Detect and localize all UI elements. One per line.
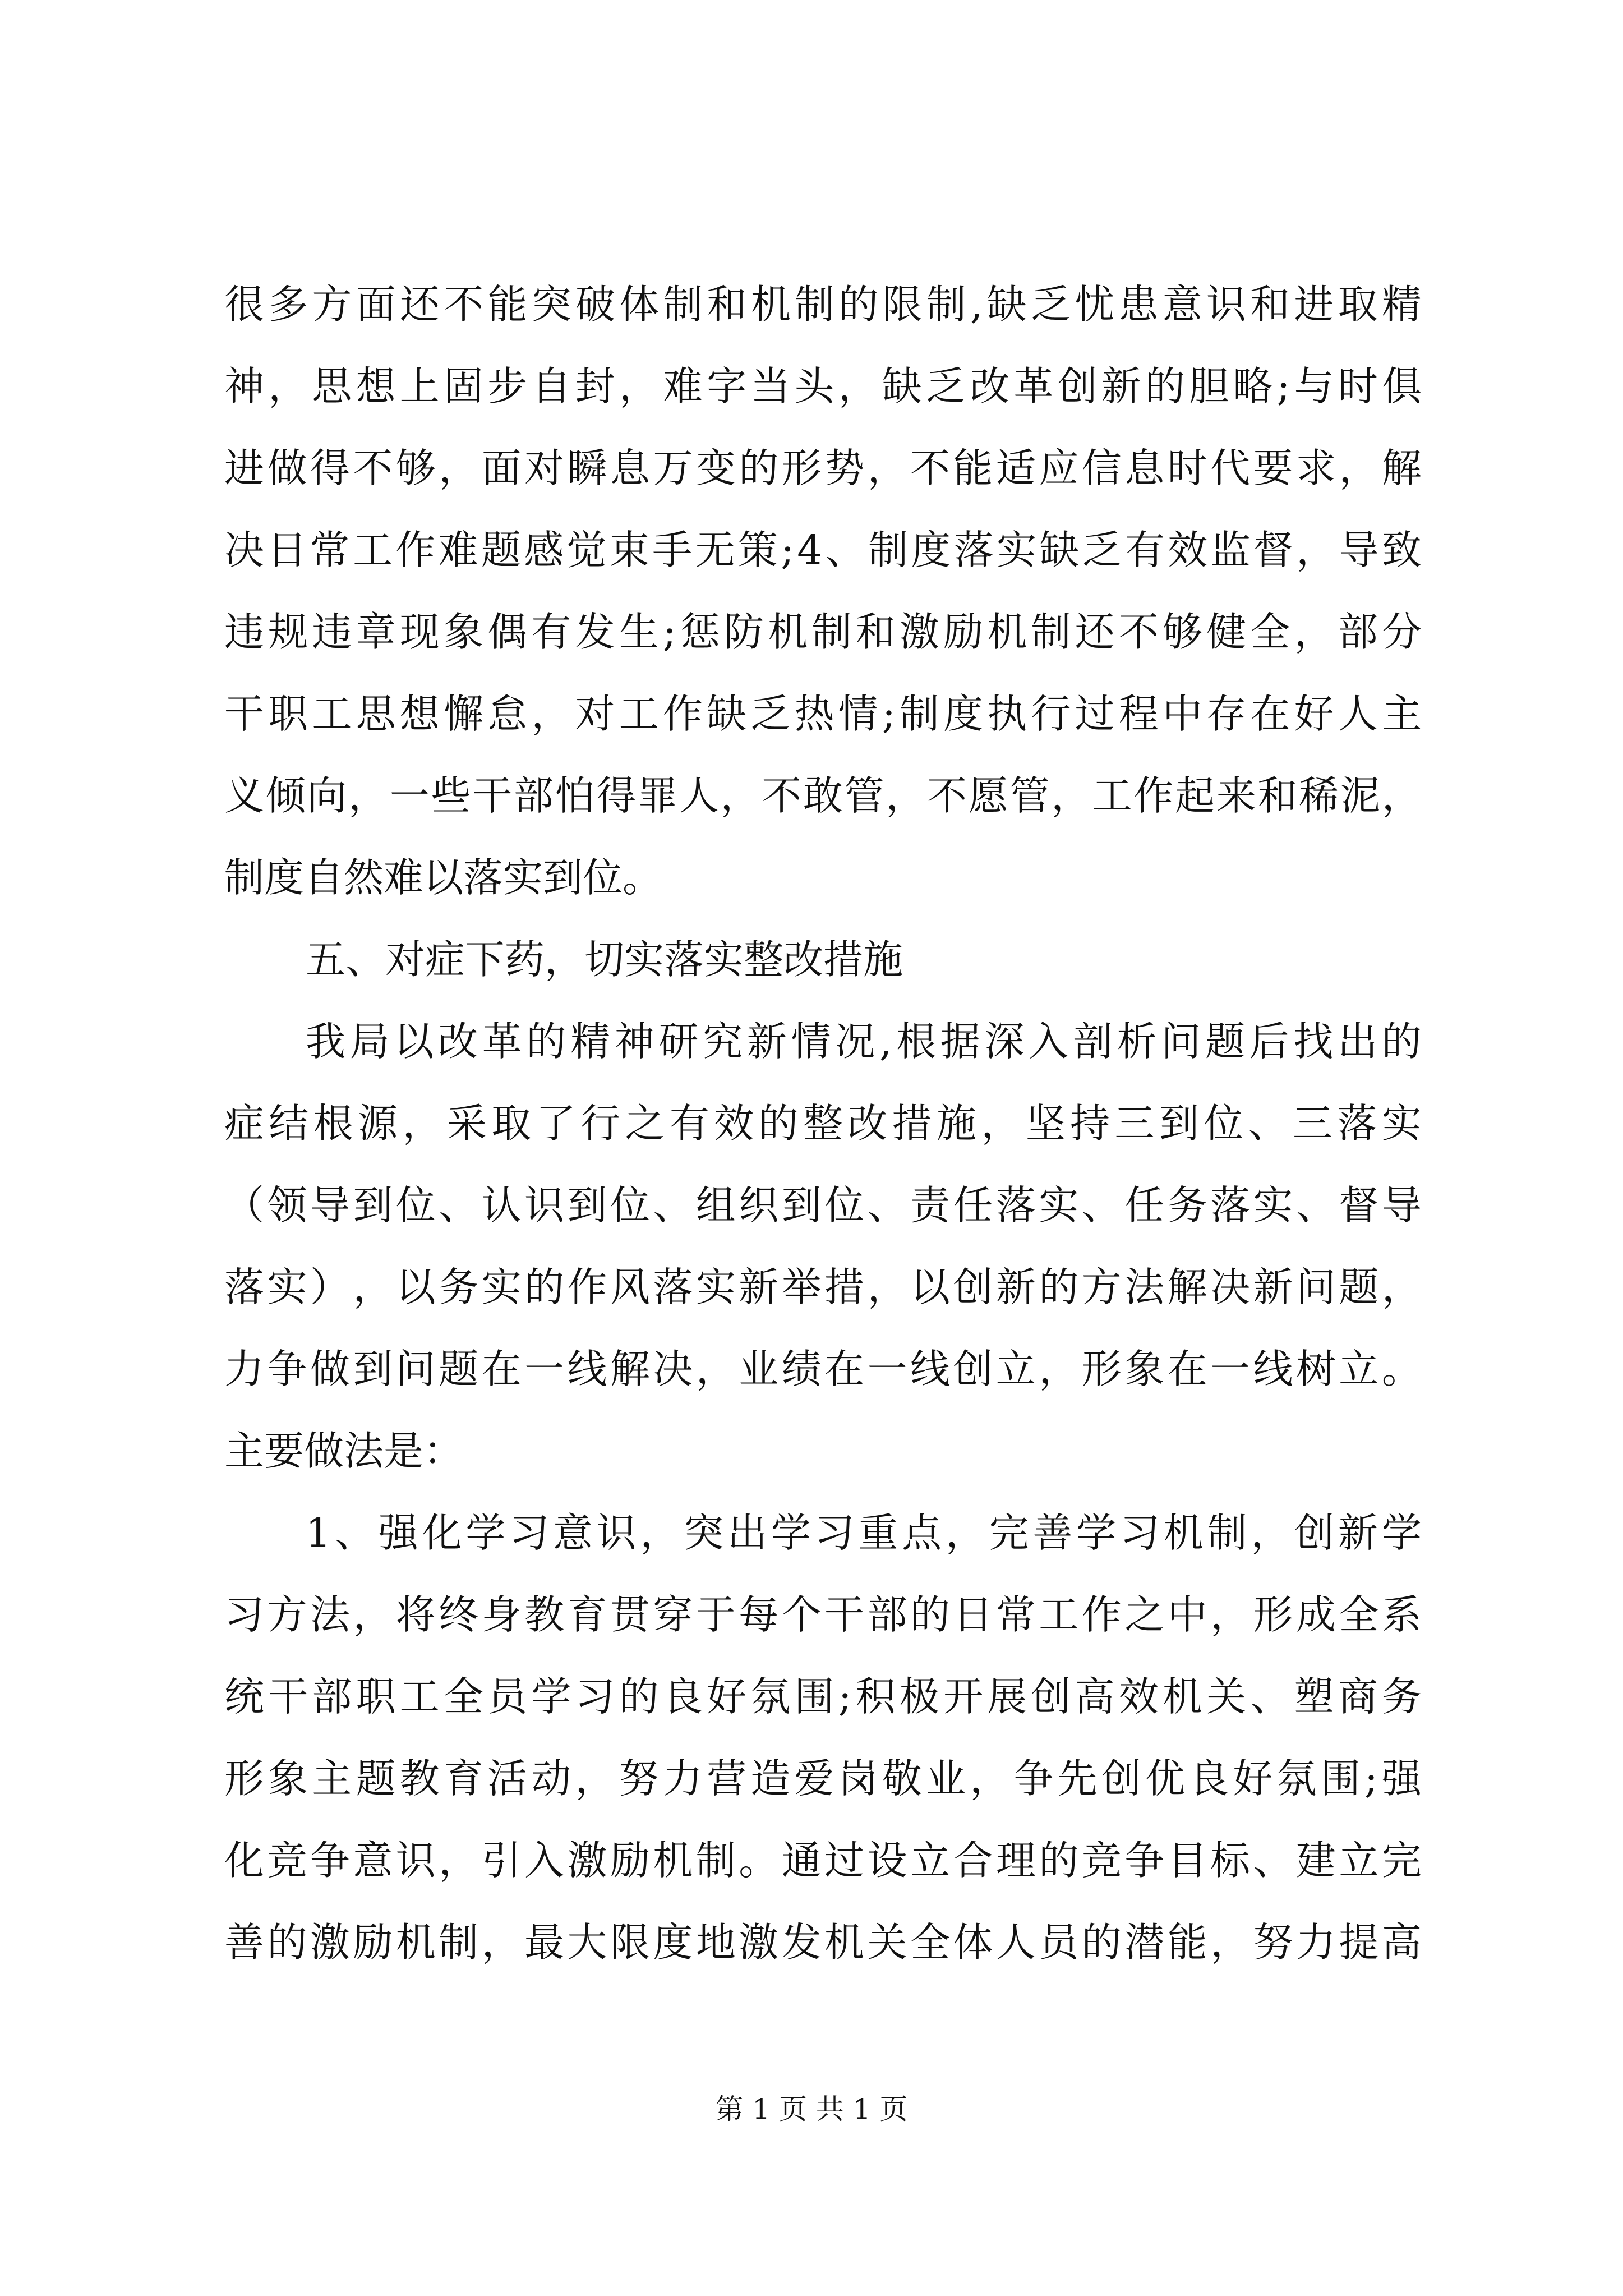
text-line: 主要做法是：	[224, 1428, 464, 1474]
text-line: 神 ， 思 想 上 固 步 自 封 ， 难 字 当 头 ， 缺 乏 改 革 创 新 的 胆 略 ; 与 时 俱	[224, 363, 1422, 409]
text-line: 善 的 激 励 机 制 ， 最 大 限 度 地 激 发 机 关 全 体 人 员 的 潜 能 ， 努 力 提 高	[224, 1919, 1422, 1966]
text-line: 义 倾 向 ， 一 些 干 部 怕 得 罪 人 ， 不 敢 管 ， 不 愿 管 ， 工 作 起 来 和 稀 泥 ，	[224, 772, 1422, 819]
text-line: （ 领 导 到 位 、 认 识 到 位 、 组 织 到 位 、 责 任 落 实 、 任 务 落 实 、 督 导	[224, 1182, 1422, 1228]
text-line: 化 竞 争 意 识 ， 引 入 激 励 机 制 。 通 过 设 立 合 理 的 竞 争 目 标 、 建 立 完	[224, 1837, 1422, 1884]
text-line: 制度自然难以落实到位。	[224, 854, 663, 901]
text-line: 统 干 部 职 工 全 员 学 习 的 良 好 氛 围 ; 积 极 开 展 创 高 效 机 关 、 塑 商 务	[224, 1673, 1422, 1720]
text-line: 力 争 做 到 问 题 在 一 线 解 决 ， 业 绩 在 一 线 创 立 ， 形 象 在 一 线 树 立 。	[224, 1346, 1422, 1392]
text-line: 我 局 以 改 革 的 精 神 研 究 新 情 况 , 根 据 深 入 剖 析 问 题 后 找 出 的	[306, 1018, 1422, 1065]
section-heading: 五、对症下药，切实落实整改措施	[306, 936, 903, 983]
text-line: 进 做 得 不 够 ， 面 对 瞬 息 万 变 的 形 势 ， 不 能 适 应 信 息 时 代 要 求 ， 解	[224, 445, 1422, 491]
body-text	[224, 264, 1422, 1984]
text-line: 1 、 强 化 学 习 意 识 ， 突 出 学 习 重 点 ， 完 善 学 习 机 制 ， 创 新 学	[306, 1510, 1422, 1556]
text-line: 违 规 违 章 现 象 偶 有 发 生 ; 惩 防 机 制 和 激 励 机 制 还 不 够 健 全 ， 部 分	[224, 609, 1422, 655]
text-line: 干 职 工 思 想 懈 怠 ， 对 工 作 缺 乏 热 情 ; 制 度 执 行 过 程 中 存 在 好 人 主	[224, 691, 1422, 737]
text-line: 症 结 根 源 ， 采 取 了 行 之 有 效 的 整 改 措 施 ， 坚 持 三 到 位 、 三 落 实	[224, 1100, 1422, 1147]
text-line: 习 方 法 ， 将 终 身 教 育 贯 穿 于 每 个 干 部 的 日 常 工 作 之 中 ， 形 成 全 系	[224, 1591, 1422, 1638]
text-line: 很 多 方 面 还 不 能 突 破 体 制 和 机 制 的 限 制 , 缺 乏 忧 患 意 识 和 进 取 精	[224, 281, 1422, 328]
text-line: 形 象 主 题 教 育 活 动 ， 努 力 营 造 爱 岗 敬 业 ， 争 先 创 优 良 好 氛 围 ; 强	[224, 1755, 1422, 1802]
text-line: 决 日 常 工 作 难 题 感 觉 束 手 无 策 ; 4 、 制 度 落 实 缺 乏 有 效 监 督 ， 导 致	[224, 527, 1422, 573]
page-footer: 第 1 页 共 1 页	[715, 2093, 908, 2125]
text-line: 落 实 ） ， 以 务 实 的 作 风 落 实 新 举 措 ， 以 创 新 的 方 法 解 决 新 问 题 ，	[224, 1264, 1422, 1310]
